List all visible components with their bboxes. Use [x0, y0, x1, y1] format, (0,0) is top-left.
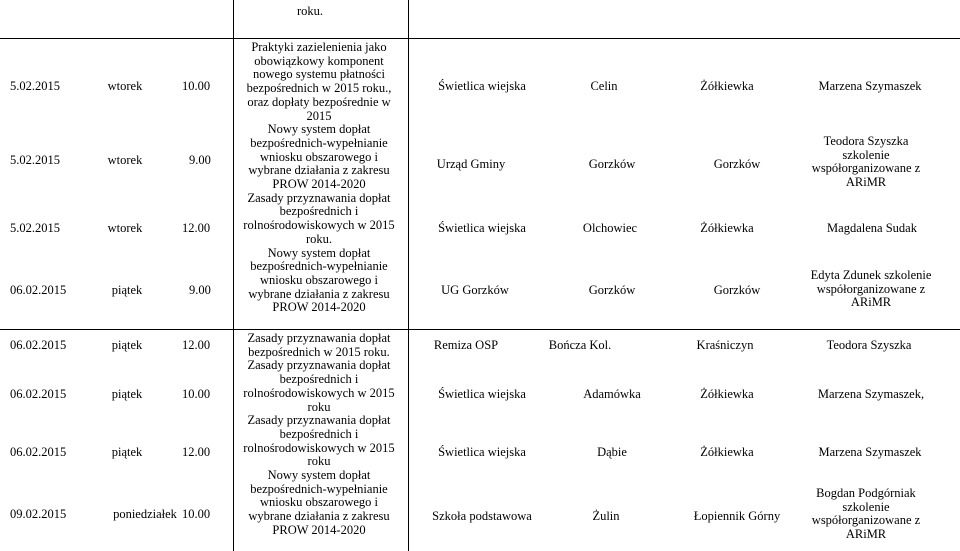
village-cell: Dąbie [597, 445, 627, 459]
topic-line: wniosku obszarowego i [259, 272, 379, 287]
topic-line: Praktyki zazielenienia jako [251, 40, 387, 54]
topic-line: rolnośrodowiskowych w 2015 [243, 385, 395, 400]
time-cell: 12.00 [182, 338, 211, 352]
gmina-cell: Żółkiewka [700, 79, 754, 93]
lecturer-line: współorganizowane z [811, 513, 921, 528]
place-cell: Szkoła podstawowa [432, 509, 532, 523]
gmina-cell: Żółkiewka [700, 445, 754, 459]
lecturer-line: Bogdan Podgórniak [816, 486, 916, 500]
topic-line: wniosku obszarowego i [259, 495, 379, 510]
topic-line: PROW 2014-2020 [272, 522, 366, 537]
topic-line: Nowy system dopłat [267, 468, 371, 483]
time-cell: 10.00 [182, 507, 211, 521]
topic-line: wybrane działania z zakresu [248, 163, 390, 178]
lecturer-block-podgorniak [812, 487, 920, 542]
topic-line: bezpośrednich-wypełnianie [250, 135, 388, 150]
topic-line: bezpośrednich i [279, 204, 359, 219]
topics-block-lower [243, 332, 394, 538]
date-cell: 09.02.2015 [10, 507, 67, 521]
day-cell: piątek [111, 338, 143, 352]
lecturer-cell: Magdalena Sudak [827, 221, 917, 235]
day-cell: wtorek [107, 79, 143, 93]
topic-line: wybrane działania z zakresu [248, 286, 390, 301]
grid-vline-mid [408, 0, 409, 551]
date-cell: 06.02.2015 [10, 338, 67, 352]
lecturer-cell: Marzena Szymaszek, [817, 387, 925, 401]
place-cell: UG Gorzków [441, 283, 509, 297]
topic-line: Nowy system dopłat [267, 122, 371, 137]
day-cell: poniedziałek [113, 507, 177, 521]
place-cell: Świetlica wiejska [438, 387, 526, 401]
gmina-cell: Żółkiewka [700, 387, 754, 401]
time-cell: 10.00 [182, 387, 211, 401]
lecturer-line: szkolenie [842, 147, 890, 162]
lecturer-line: ARiMR [845, 527, 887, 542]
time-cell: 12.00 [182, 445, 211, 459]
topic-line: rolnośrodowiskowych w 2015 [243, 440, 395, 455]
day-cell: piątek [111, 283, 143, 297]
gmina-cell: Łopiennik Górny [693, 509, 781, 523]
time-cell: 12.00 [182, 221, 211, 235]
topic-line: bezpośrednich w 2015 roku. [248, 344, 390, 359]
village-cell: Żulin [592, 509, 620, 523]
gmina-cell: Gorzków [713, 157, 761, 171]
date-cell: 06.02.2015 [10, 387, 67, 401]
lecturer-line: Teodora Szyszka [823, 134, 909, 148]
place-cell: Remiza OSP [433, 338, 499, 352]
place-cell: Urząd Gminy [436, 157, 506, 171]
topic-line: Nowy system dopłat [267, 245, 371, 260]
lecturer-line: współorganizowane z [811, 161, 921, 176]
topic-line: roku [307, 454, 331, 469]
place-cell: Świetlica wiejska [438, 221, 526, 235]
top-fragment-text: roku. [296, 4, 324, 18]
topic-line: obowiązkowy komponent [254, 53, 384, 68]
topic-line: bezpośrednich i [279, 426, 359, 441]
lecturer-line: współorganizowane z [816, 281, 926, 296]
topic-line: PROW 2014-2020 [272, 177, 366, 192]
topic-line: roku [307, 399, 331, 414]
date-cell: 06.02.2015 [10, 283, 67, 297]
village-cell: Bończa Kol. [548, 338, 612, 352]
date-cell: 06.02.2015 [10, 445, 67, 459]
lecturer-block-zdunek [811, 269, 932, 310]
lecturer-block-szyszka [812, 135, 920, 190]
grid-hline-mid [0, 329, 960, 330]
topic-line: Zasady przyznawania dopłat [247, 190, 391, 205]
topic-line: oraz dopłaty bezpośrednie w [247, 94, 391, 109]
topic-line: wybrane działania z zakresu [248, 509, 390, 524]
day-cell: piątek [111, 445, 143, 459]
topic-line: Zasady przyznawania dopłat [247, 413, 391, 428]
grid-vline-left [233, 0, 234, 551]
lecturer-cell: Marzena Szymaszek [818, 79, 922, 93]
topic-line: PROW 2014-2020 [272, 300, 366, 315]
village-cell: Gorzków [588, 283, 636, 297]
lecturer-line: ARiMR [845, 175, 887, 190]
gmina-cell: Gorzków [713, 283, 761, 297]
gmina-cell: Żółkiewka [700, 221, 754, 235]
grid-hline-top [0, 38, 960, 39]
topic-line: 2015 [306, 108, 332, 123]
village-cell: Adamówka [583, 387, 641, 401]
date-cell: 5.02.2015 [10, 153, 60, 167]
topic-line: rolnośrodowiskowych w 2015 [243, 218, 395, 233]
topic-line: Zasady przyznawania dopłat [247, 331, 391, 345]
village-cell: Celin [590, 79, 618, 93]
place-cell: Świetlica wiejska [438, 79, 526, 93]
lecturer-line: szkolenie [842, 499, 890, 514]
topic-line: bezpośrednich-wypełnianie [250, 259, 388, 274]
topic-line: bezpośrednich i [279, 372, 359, 387]
topic-line: roku. [305, 231, 333, 246]
lecturer-line: Edyta Zdunek szkolenie [810, 268, 932, 282]
lecturer-line: ARiMR [850, 295, 892, 310]
topic-line: nowego systemu płatności [253, 67, 385, 82]
time-cell: 10.00 [182, 79, 211, 93]
date-cell: 5.02.2015 [10, 79, 60, 93]
place-cell: Świetlica wiejska [438, 445, 526, 459]
village-cell: Olchowiec [582, 221, 638, 235]
time-cell: 9.00 [189, 283, 211, 297]
gmina-cell: Kraśniczyn [696, 338, 754, 352]
lecturer-cell: Teodora Szyszka [826, 338, 912, 352]
day-cell: wtorek [107, 221, 143, 235]
village-cell: Gorzków [588, 157, 636, 171]
topic-line: bezpośrednich w 2015 roku., [246, 81, 392, 96]
topic-line: wniosku obszarowego i [259, 149, 379, 164]
day-cell: piątek [111, 387, 143, 401]
topic-line: Zasady przyznawania dopłat [247, 358, 391, 373]
topic-line: bezpośrednich-wypełnianie [250, 481, 388, 496]
date-cell: 5.02.2015 [10, 221, 60, 235]
day-cell: wtorek [107, 153, 143, 167]
topics-block-upper [243, 41, 394, 315]
time-cell: 9.00 [189, 153, 211, 167]
lecturer-cell: Marzena Szymaszek [818, 445, 922, 459]
